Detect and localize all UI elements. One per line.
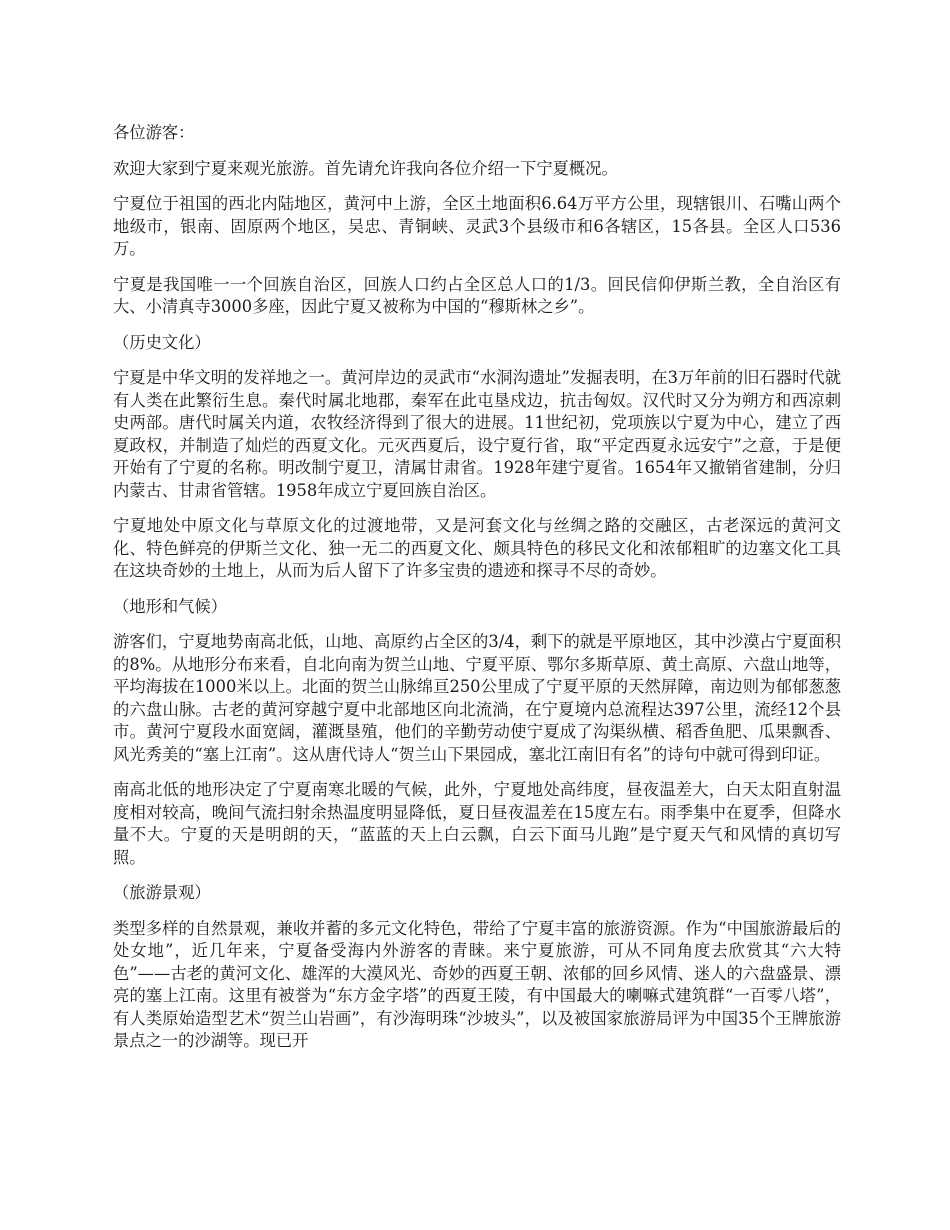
overview-paragraph: 宁夏位于祖国的西北内陆地区，黄河中上游，全区土地面积6.64万平方公里，现辖银川、石嘴山两个地级市，银南、固原两个地区，吴忠、青铜峡、灵武3个县级市和6各辖区，15各县。全区人口536万。 [113,194,841,258]
welcome-paragraph: 欢迎大家到宁夏来观光旅游。首先请允许我向各位介绍一下宁夏概况。 [113,158,618,178]
hui-autonomous-region-paragraph: 宁夏是我国唯一一个回族自治区，回族人口约占全区总人口的1/3。回民信仰伊斯兰教，全自治区有大、小清真寺3000多座，因此宁夏又被称为中国的“穆斯林之乡”。 [113,274,841,316]
section-heading-terrain-climate: （地形和气候） [113,596,227,616]
document-body [113,122,841,1066]
greeting: 各位游客： [113,123,195,142]
tourism-paragraph: 类型多样的自然景观，兼收并蓄的多元文化特色，带给了宁夏丰富的旅游资源。作为“中国旅游最后的处女地”，近几年来，宁夏备受海内外游客的青睐。来宁夏旅游，可从不同角度去欣赏其“六大特色”——古老的黄河文化、雄浑的大漠风光、奇妙的西夏王朝、浓郁的回乡风情、迷人的六盘盛景、漂亮的塞上江南。这里有被誉为“东方金字塔”的西夏王陵，有中国最大的喇嘛式建筑群“一百零八塔”，有人类原始造型艺术“贺兰山岩画”，有沙海明珠“沙坡头”，以及被国家旅游局评为中国35个王牌旅游景点之一的沙湖等。现已开 [113,918,841,1050]
climate-paragraph: 南高北低的地形决定了宁夏南寒北暖的气候，此外，宁夏地处高纬度，昼夜温差大，白天太阳直射温度相对较高，晚间气流扫射余热温度明显降低，夏日昼夜温差在15度左右。雨季集中在夏季，但降水量不大。宁夏的天是明朗的天，“蓝蓝的天上白云飘，白云下面马儿跑”是宁夏天气和风情的真切写照。 [113,780,841,867]
terrain-paragraph: 游客们，宁夏地势南高北低，山地、高原约占全区的3/4，剩下的就是平原地区，其中沙漠占宁夏面积的8%。从地形分布来看，自北向南为贺兰山地、宁夏平原、鄂尔多斯草原、黄土高原、六盘山地等，平均海拔在1000米以上。北面的贺兰山脉绵亘250公里成了宁夏平原的天然屏障，南边则为郁郁葱葱的六盘山脉。古老的黄河穿越宁夏中北部地区向北流淌，在宁夏境内总流程达397公里，流经12个县市。黄河宁夏段水面宽阔，灌溉垦殖，他们的辛勤劳动使宁夏成了沟渠纵横、稻香鱼肥、瓜果飘香、风光秀美的“塞上江南”。这从唐代诗人“贺兰山下果园成，塞北江南旧有名”的诗句中就可得到印证。 [113,632,841,764]
culture-paragraph: 宁夏地处中原文化与草原文化的过渡地带，又是河套文化与丝绸之路的交融区，古老深远的黄河文化、特色鲜亮的伊斯兰文化、独一无二的西夏文化、颇具特色的移民文化和浓郁粗旷的边塞文化工具在这块奇妙的土地上，从而为后人留下了许多宝贵的遗迹和探寻不尽的奇妙。 [113,516,841,580]
history-paragraph: 宁夏是中华文明的发祥地之一。黄河岸边的灵武市“水洞沟遗址”发掘表明，在3万年前的旧石器时代就有人类在此繁衍生息。秦代时属北地郡，秦军在此屯垦戍边，抗击匈奴。汉代时又分为朔方和西凉刺史两部。唐代时属关内道，农牧经济得到了很大的进展。11世纪初，党项族以宁夏为中心，建立了西夏政权，并制造了灿烂的西夏文化。元灭西夏后，设宁夏行省，取“平定西夏永远安宁”之意，于是便开始有了宁夏的名称。明改制宁夏卫，清属甘肃省。1928年建宁夏省。1654年又撤销省建制，分归内蒙古、甘肃省管辖。1958年成立宁夏回族自治区。 [113,368,841,500]
section-heading-history-culture: （历史文化） [113,332,211,352]
section-heading-tourism-landscape: （旅游景观） [113,883,211,902]
